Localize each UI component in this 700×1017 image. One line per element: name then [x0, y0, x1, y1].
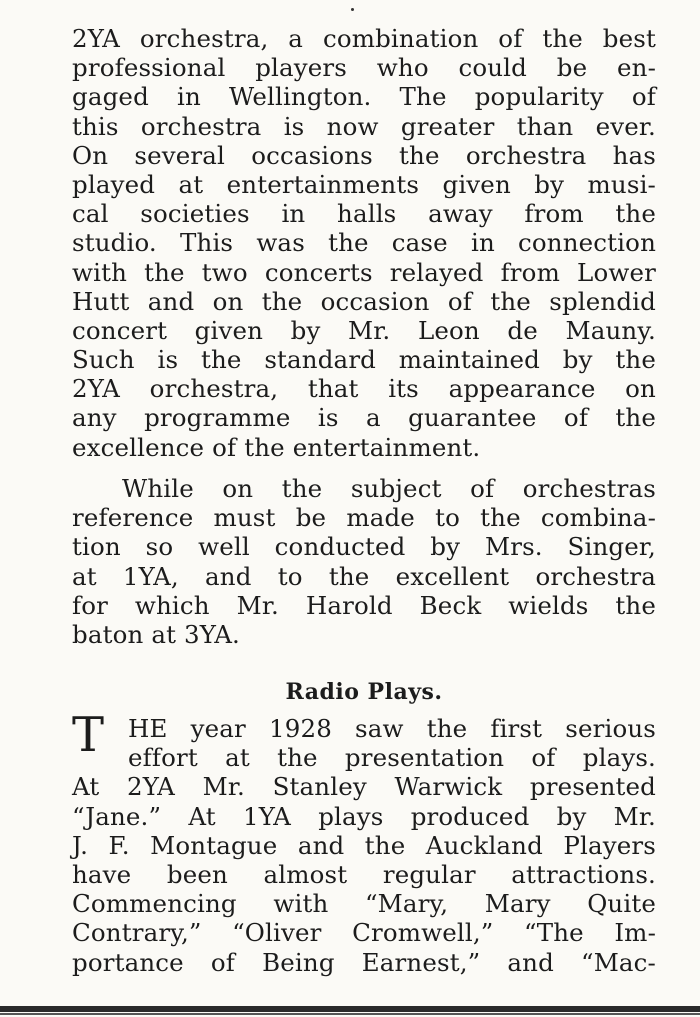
text-line: cal societies in halls away from the — [72, 199, 656, 229]
text-line: gaged in Wellington. The popularity of — [72, 82, 656, 112]
text-line: Hutt and on the occasion of the splendid — [72, 286, 656, 316]
bottom-rule — [0, 1006, 700, 1012]
text-line: concert given by Mr. Leon de Mauny. — [72, 315, 656, 345]
text-line: any programme is a guarantee of the — [72, 403, 656, 433]
text-line: effort at the presentation of plays. — [128, 743, 656, 773]
text-line: While on the subject of orchestras — [122, 474, 656, 503]
text-line: 2YA orchestra, that its appearance on — [72, 374, 656, 404]
text-line: reference must be made to the combina- — [72, 503, 656, 533]
section-heading: Radio Plays. — [285, 679, 443, 705]
text-line: professional players who could be en- — [72, 53, 656, 83]
text-line: have been almost regular attractions. — [72, 859, 656, 889]
text-line: At 2YA Mr. Stanley Warwick presented — [72, 772, 656, 802]
text-line: On several occasions the orchestra has — [72, 140, 656, 170]
bottom-rule-secondary — [0, 1013, 700, 1015]
text-line: excellence of the entertainment. — [72, 432, 481, 462]
text-line: 2YA orchestra, a combination of the best — [72, 24, 656, 53]
text-line: baton at 3YA. — [72, 619, 240, 649]
paragraph-orchestras-reference — [72, 474, 656, 649]
text-line: “Jane.” At 1YA plays produced by Mr. — [72, 801, 656, 831]
text-line: for which Mr. Harold Beck wields the — [72, 590, 656, 620]
text-line: studio. This was the case in connection — [72, 228, 656, 258]
text-line: with the two concerts relayed from Lower — [72, 257, 656, 287]
drop-cap: T — [72, 707, 105, 763]
text-line: at 1YA, and to the excellent orchestra — [72, 561, 656, 591]
text-line: tion so well conducted by Mrs. Singer, — [72, 532, 656, 562]
text-line: played at entertainments given by musi- — [72, 169, 656, 199]
paragraph-radio-plays — [72, 707, 656, 977]
text-line: Such is the standard maintained by the — [72, 345, 656, 375]
print-speck — [351, 8, 354, 11]
text-line: portance of Being Earnest,” and “Mac- — [72, 947, 656, 977]
text-line: this orchestra is now greater than ever. — [72, 111, 656, 141]
paragraph-orchestra — [72, 24, 656, 462]
text-line: Commencing with “Mary, Mary Quite — [72, 889, 656, 919]
text-line: Contrary,” “Oliver Cromwell,” “The Im- — [72, 918, 656, 948]
text-line: HE year 1928 saw the first serious — [128, 714, 656, 743]
text-line: J. F. Montague and the Auckland Players — [72, 830, 656, 860]
